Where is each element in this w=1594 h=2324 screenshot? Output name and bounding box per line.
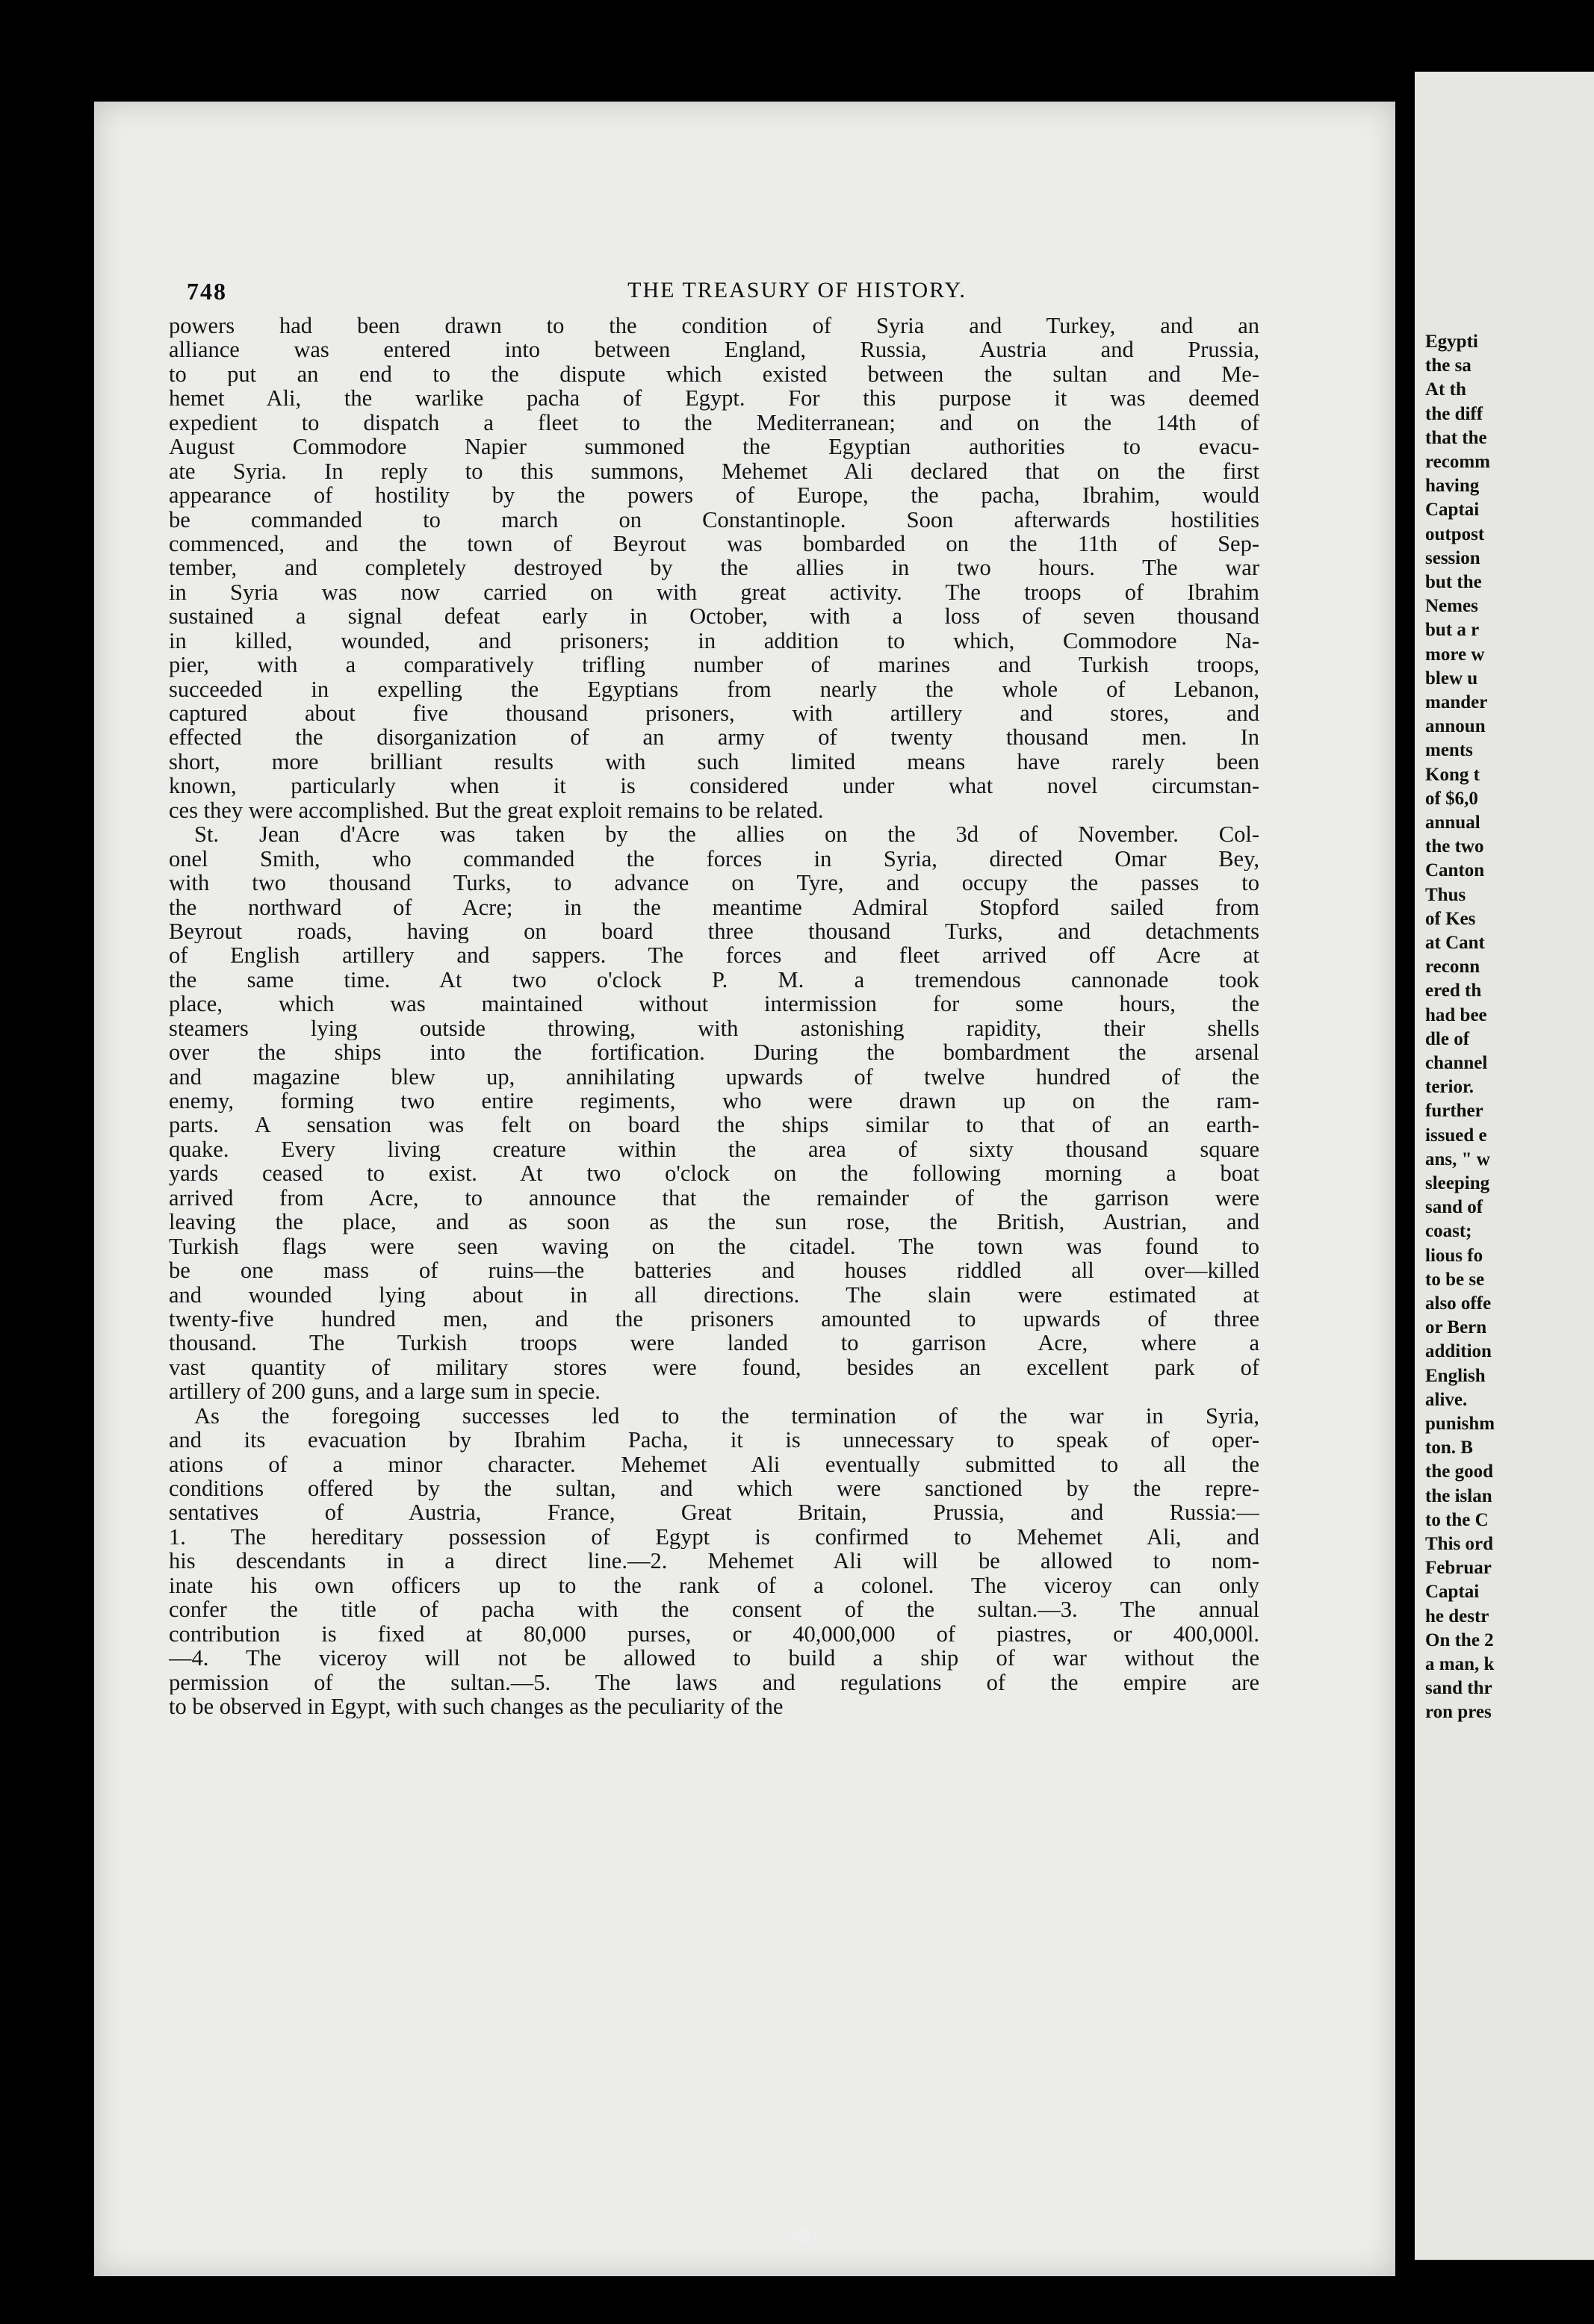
text-line: over the ships into the fortification. During the bombardment the arsenal	[169, 1040, 1259, 1065]
text-line: commenced, and the town of Beyrout was bombarded on the 11th of Sep-	[169, 531, 1259, 556]
right-page-line: but the	[1425, 572, 1482, 592]
text-line: and magazine blew up, annihilating upwards of twelve hundred of the	[169, 1064, 1259, 1089]
text-line: parts. A sensation was felt on board the ships similar to that of an earth-	[169, 1113, 1259, 1137]
text-line: inate his own officers up to the rank of a colonel. The viceroy can only	[169, 1573, 1259, 1598]
text-line: sustained a signal defeat early in October, with a loss of seven thousand	[169, 604, 1259, 629]
right-page-line: Nemes	[1425, 596, 1478, 617]
right-page-line: reconn	[1425, 957, 1480, 978]
right-page-line: but a r	[1425, 620, 1480, 641]
right-page-line: the diff	[1425, 403, 1483, 424]
right-page-line: to the C	[1425, 1509, 1489, 1530]
right-page-line: the islan	[1425, 1485, 1492, 1506]
right-page-line: This ord	[1425, 1534, 1494, 1554]
text-line: powers had been drawn to the condition of Syria and Turkey, and an	[169, 314, 1259, 338]
right-page-line: outpost	[1425, 523, 1485, 544]
right-page-line: ans, " w	[1425, 1149, 1490, 1169]
text-line: onel Smith, who commanded the forces in Syria, directed Omar Bey,	[169, 846, 1259, 872]
text-line: contribution is fixed at 80,000 purses, or 40,000,000 of piastres, or 400,000l.	[169, 1621, 1259, 1647]
page-number: 748	[187, 278, 227, 305]
right-page-line: ron pres	[1425, 1702, 1492, 1723]
right-page-line: that the	[1425, 427, 1487, 448]
text-line: captured about five thousand prisoners, with artillery and stores, and	[169, 701, 1259, 726]
text-line: 1. The hereditary possession of Egypt is confirmed to Mehemet Ali, and	[169, 1524, 1259, 1550]
text-line: —4. The viceroy will not be allowed to build a ship of war without the	[169, 1646, 1259, 1671]
text-line: enemy, forming two entire regiments, who were drawn up on the ram-	[169, 1089, 1259, 1113]
right-page-line: Thus	[1425, 884, 1466, 905]
right-page-line: also offe	[1425, 1293, 1492, 1314]
text-line: tember, and completely destroyed by the allies in two hours. The war	[169, 556, 1259, 580]
right-page-line: English	[1425, 1365, 1486, 1386]
right-page-line: sand of	[1425, 1197, 1483, 1218]
text-line: arrived from Acre, to announce that the remainder of the garrison were	[169, 1185, 1259, 1211]
right-page-line: at Cant	[1425, 933, 1485, 953]
text-line: place, which was maintained without intermission for some hours, the	[169, 992, 1259, 1016]
text-line: steamers lying outside throwing, with astonishing rapidity, their shells	[169, 1016, 1259, 1041]
text-line: and its evacuation by Ibrahim Pacha, it is unnecessary to speak of oper-	[169, 1428, 1259, 1452]
text-line: hemet Ali, the warlike pacha of Egypt. For this purpose it was deemed	[169, 386, 1259, 411]
right-page-line: sleeping	[1425, 1173, 1490, 1193]
text-line: appearance of hostility by the powers of Europe, the pacha, Ibrahim, would	[169, 483, 1259, 508]
right-page-line: the good	[1425, 1461, 1493, 1482]
text-line: St. Jean d'Acre was taken by the allies on the 3d of November. Col-	[194, 822, 1259, 847]
right-page-line: issued e	[1425, 1125, 1487, 1146]
text-line: to put an end to the dispute which existed between the sultan and Me-	[169, 361, 1259, 387]
right-page-line: Canton	[1425, 860, 1485, 881]
right-page-line: further	[1425, 1101, 1483, 1122]
text-line: artillery of 200 guns, and a large sum in specie.	[169, 1379, 601, 1404]
text-line: the northward of Acre; in the meantime Admiral Stopford sailed from	[169, 895, 1259, 919]
text-line: expedient to dispatch a fleet to the Mediterranean; and on the 14th of	[169, 410, 1259, 435]
right-page-line: more w	[1425, 644, 1485, 665]
text-line: As the foregoing successes led to the termination of the war in Syria,	[194, 1403, 1259, 1429]
right-page-line: blew u	[1425, 668, 1478, 689]
text-line: ces they were accomplished. But the great exploit remains to be related.	[169, 798, 824, 823]
right-page-line: ered th	[1425, 981, 1482, 1001]
right-page-line: announ	[1425, 716, 1486, 737]
right-page-line: Captai	[1425, 1582, 1480, 1603]
right-page-line: At th	[1425, 379, 1466, 400]
text-line: August Commodore Napier summoned the Egyptian authorities to evacu-	[169, 435, 1259, 459]
right-page-line: channel	[1425, 1053, 1488, 1073]
text-line: sentatives of Austria, France, Great Britain, Prussia, and Russia:—	[169, 1500, 1259, 1525]
binding-clip-icon: ❧	[784, 2210, 821, 2261]
right-page-line: On the 2	[1425, 1629, 1494, 1650]
book-gutter	[1395, 0, 1415, 2324]
right-page-line: Kong t	[1425, 764, 1480, 785]
text-line: permission of the sultan.—5. The laws and regulations of the empire are	[169, 1670, 1259, 1694]
running-title: THE TREASURY OF HISTORY.	[627, 278, 967, 302]
right-page-line: Egypti	[1425, 332, 1478, 352]
text-line: alliance was entered into between England, Russia, Austria and Prussia,	[169, 338, 1259, 362]
right-page-line: to be se	[1425, 1269, 1485, 1290]
right-page-line: of Kes	[1425, 908, 1476, 929]
text-line: with two thousand Turks, to advance on Tyre, and occupy the passes to	[169, 871, 1259, 895]
body-text	[169, 314, 1259, 1718]
right-page-line: of $6,0	[1425, 788, 1478, 809]
text-line: ate Syria. In reply to this summons, Mehemet Ali declared that on the first	[169, 459, 1259, 484]
text-line: his descendants in a direct line.—2. Mehemet Ali will be allowed to nom-	[169, 1549, 1259, 1573]
text-line: the same time. At two o'clock P. M. a tremendous cannonade took	[169, 967, 1259, 992]
text-line: of English artillery and sappers. The forces and fleet arrived off Acre at	[169, 943, 1259, 968]
right-page-line: or Bern	[1425, 1317, 1487, 1338]
right-page-line: sand thr	[1425, 1678, 1492, 1699]
right-page-line: mander	[1425, 692, 1488, 712]
right-page-line: coast;	[1425, 1221, 1472, 1242]
text-line: Turkish flags were seen waving on the citadel. The town was found to	[169, 1234, 1259, 1259]
right-page-line: ton. B	[1425, 1438, 1473, 1458]
right-page-line: had bee	[1425, 1004, 1487, 1025]
right-page-line: Captai	[1425, 500, 1480, 521]
text-line: be one mass of ruins—the batteries and houses riddled all over—killed	[169, 1258, 1259, 1283]
right-page-line: session	[1425, 547, 1480, 568]
right-page-line: punishm	[1425, 1414, 1495, 1434]
right-page-line: the sa	[1425, 355, 1471, 376]
text-line: Beyrout roads, having on board three thousand Turks, and detachments	[169, 919, 1259, 944]
right-page-line: dle of	[1425, 1028, 1470, 1049]
book-page-right-edge	[1415, 72, 1594, 2260]
text-line: quake. Every living creature within the area of sixty thousand square	[169, 1137, 1259, 1162]
text-line: twenty-five hundred men, and the prisoners amounted to upwards of three	[169, 1306, 1259, 1332]
text-line: in killed, wounded, and prisoners; in addition to which, Commodore Na-	[169, 628, 1259, 653]
right-page-line: terior.	[1425, 1077, 1474, 1098]
right-page-line: having	[1425, 476, 1480, 497]
text-line: vast quantity of military stores were found, besides an excellent park of	[169, 1355, 1259, 1380]
text-line: confer the title of pacha with the consent of the sultan.—3. The annual	[169, 1597, 1259, 1622]
text-line: succeeded in expelling the Egyptians from nearly the whole of Lebanon,	[169, 677, 1259, 701]
right-page-line: a man, k	[1425, 1654, 1495, 1674]
right-page-line: Februar	[1425, 1558, 1492, 1579]
right-page-line: the two	[1425, 836, 1484, 857]
text-line: pier, with a comparatively trifling number of marines and Turkish troops,	[169, 653, 1259, 677]
text-line: and wounded lying about in all directions. The slain were estimated at	[169, 1282, 1259, 1307]
right-page-line: he destr	[1425, 1606, 1489, 1627]
right-page-line: recomm	[1425, 452, 1490, 472]
right-page-line: annual	[1425, 813, 1480, 833]
text-line: effected the disorganization of an army of twenty thousand men. In	[169, 725, 1259, 750]
right-page-line: ments	[1425, 740, 1473, 761]
text-line: be commanded to march on Constantinople. Soon afterwards hostilities	[169, 507, 1259, 532]
text-line: leaving the place, and as soon as the sun rose, the British, Austrian, and	[169, 1210, 1259, 1234]
text-line: conditions offered by the sultan, and which were sanctioned by the repre-	[169, 1476, 1259, 1501]
text-line: thousand. The Turkish troops were landed to garrison Acre, where a	[169, 1331, 1259, 1355]
text-line: known, particularly when it is considered under what novel circumstan-	[169, 774, 1259, 798]
text-line: to be observed in Egypt, with such changes as the peculiarity of the	[169, 1694, 784, 1719]
right-page-line: lious fo	[1425, 1245, 1483, 1266]
text-line: ations of a minor character. Mehemet Ali eventually submitted to all the	[169, 1452, 1259, 1476]
text-line: short, more brilliant results with such limited means have rarely been	[169, 749, 1259, 774]
right-page-line: addition	[1425, 1341, 1492, 1362]
text-line: in Syria was now carried on with great activity. The troops of Ibrahim	[169, 580, 1259, 605]
right-page-line: alive.	[1425, 1389, 1468, 1410]
text-line: yards ceased to exist. At two o'clock on the following morning a boat	[169, 1161, 1259, 1186]
